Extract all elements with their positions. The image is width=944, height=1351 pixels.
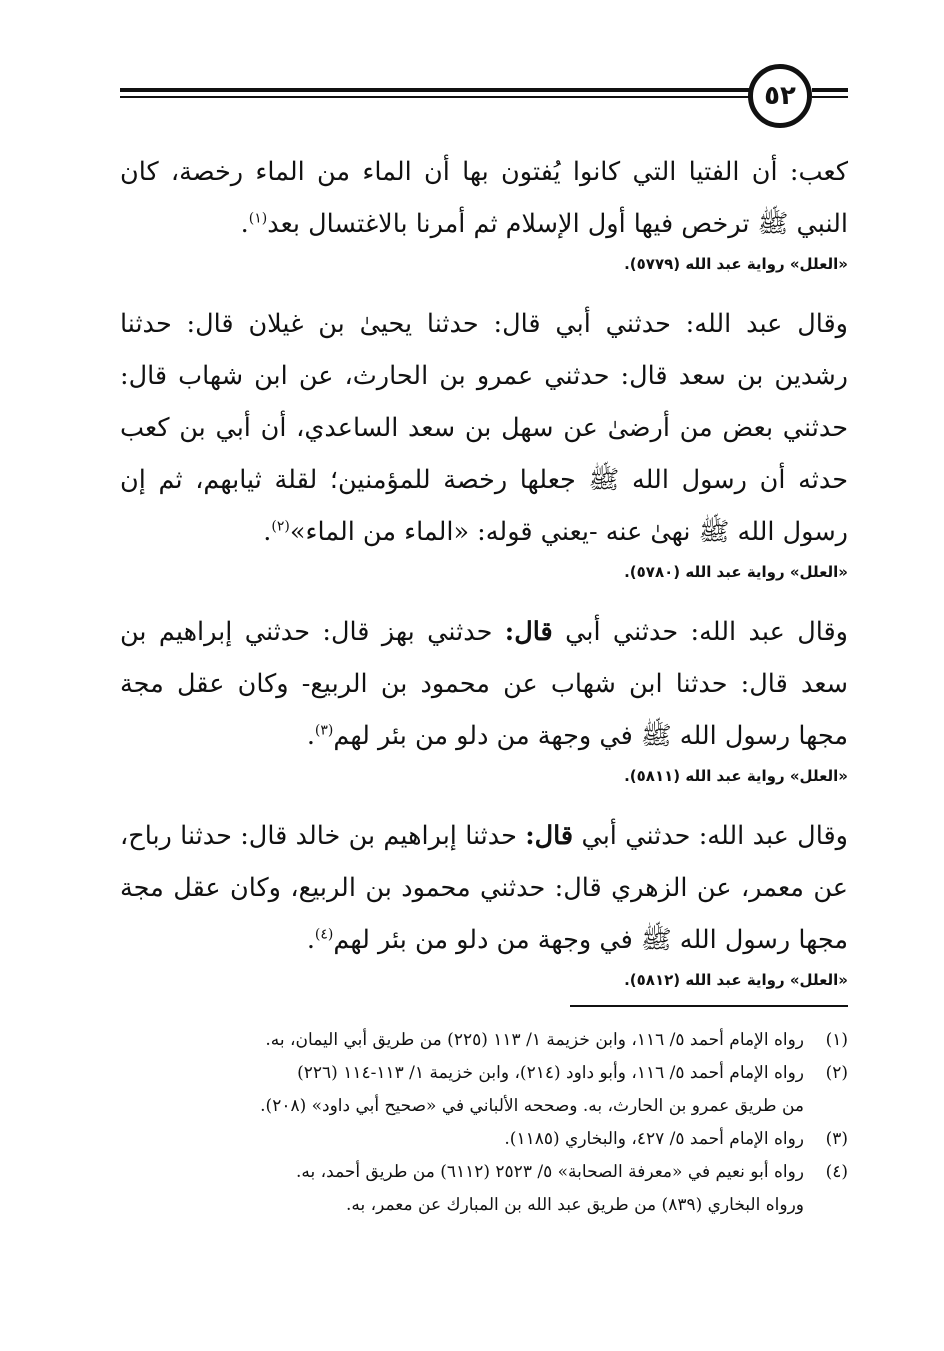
footnote-2-continuation: من طريق عمرو بن الحارث، به. وصححه الألباني في «صحيح أبي داود» (٢٠٨). — [260, 1096, 804, 1116]
page-number: ٥٢ — [764, 81, 796, 111]
footnote-4-continuation: ورواه البخاري (٨٣٩) من طريق عبد الله بن المبارك عن معمر، به. — [345, 1195, 804, 1215]
hadith-block-3 — [120, 606, 848, 788]
source-citation: «العلل» رواية عبد الله (٥٧٨٠). — [624, 563, 848, 581]
source-citation: «العلل» رواية عبد الله (٥٨١١). — [624, 767, 848, 785]
footnote-ref[interactable]: (٤) — [314, 926, 334, 943]
footnote-number: (١) — [825, 1030, 848, 1050]
page-number-badge — [748, 64, 812, 128]
footnote-ref[interactable]: (٣) — [314, 722, 334, 739]
footnote-4: (٤)رواه أبو نعيم في «معرفة الصحابة» ٥/ ٢٥٢٣ (٦١١٢) من طريق أحمد، به. — [120, 1156, 848, 1189]
hadith-text: وقال عبد الله: حدثني أبي قال: حدثنا يحيىٰ بن غيلان قال: حدثنا رشدين بن سعد قال: حدثني عمرو بن الحارث، عن ابن شهاب قال: حدثني بعض من أرضىٰ عن سهل بن سعد الساعدي، أن أبي بن كعب حدثه أن رسول الله ﷺ جعلها رخصة للمؤمنين؛ لقلة ثيابهم، ثم إن رسول الله ﷺ نهىٰ عنه -يعني قوله: «الماء من الماء»$^{(٢)}$. — [120, 309, 848, 547]
header-rule-bottom — [120, 96, 752, 98]
header-rule-right-bottom — [812, 96, 848, 98]
hadith-text: كعب: أن الفتيا التي كانوا يُفتون بها أن الماء من الماء رخصة، كان النبي ﷺ ترخص فيها أول الإسلام ثم أمرنا بالاغتسال بعد$^{(١)}$. — [120, 157, 848, 239]
footnote-number: (٢) — [825, 1063, 848, 1083]
footnotes — [120, 1024, 848, 1222]
hadith-block-2 — [120, 298, 848, 584]
source-citation: «العلل» رواية عبد الله (٥٧٧٩). — [624, 255, 848, 273]
footnote-number: (٤) — [825, 1162, 848, 1182]
footnote-3: (٣)رواه الإمام أحمد ٥/ ٤٢٧، والبخاري (١١٨٥). — [120, 1123, 848, 1156]
hadith-block-4 — [120, 810, 848, 992]
main-text — [120, 146, 848, 1014]
footnote-number: (٣) — [825, 1129, 848, 1149]
hadith-text: وقال عبد الله: حدثني أبي قال: حدثنا إبراهيم بن خالد قال: حدثنا رباح، عن معمر، عن الزهري قال: حدثني محمود بن الربيع، وكان عقل مجة مجها رسول الله ﷺ في وجهة من دلو من بئر لهم$^{(٤)}$. — [120, 821, 848, 955]
page-header — [0, 0, 944, 130]
footnote-separator — [570, 1005, 848, 1007]
header-rule-right-top — [812, 88, 848, 92]
hadith-text: وقال عبد الله: حدثني أبي قال: حدثني بهز قال: حدثني إبراهيم بن سعد قال: حدثنا ابن شهاب عن محمود بن الربيع- وكان عقل مجة مجها رسول الله ﷺ في وجهة من دلو من بئر لهم$^{(٣)}$. — [120, 617, 848, 751]
footnote-ref[interactable]: (٢) — [271, 518, 290, 535]
hadith-block-1 — [120, 146, 848, 276]
source-citation: «العلل» رواية عبد الله (٥٨١٢). — [624, 971, 848, 989]
footnote-ref[interactable]: (١) — [248, 210, 268, 227]
header-rule-top — [120, 88, 752, 92]
footnote-2: (٢)رواه الإمام أحمد ٥/ ١١٦، وأبو داود (٢١٤)، وابن خزيمة ١/ ١١٣-١١٤ (٢٢٦) — [120, 1057, 848, 1090]
footnote-1: (١)رواه الإمام أحمد ٥/ ١١٦، وابن خزيمة ١/ ١١٣ (٢٢٥) من طريق أبي اليمان، به. — [120, 1024, 848, 1057]
